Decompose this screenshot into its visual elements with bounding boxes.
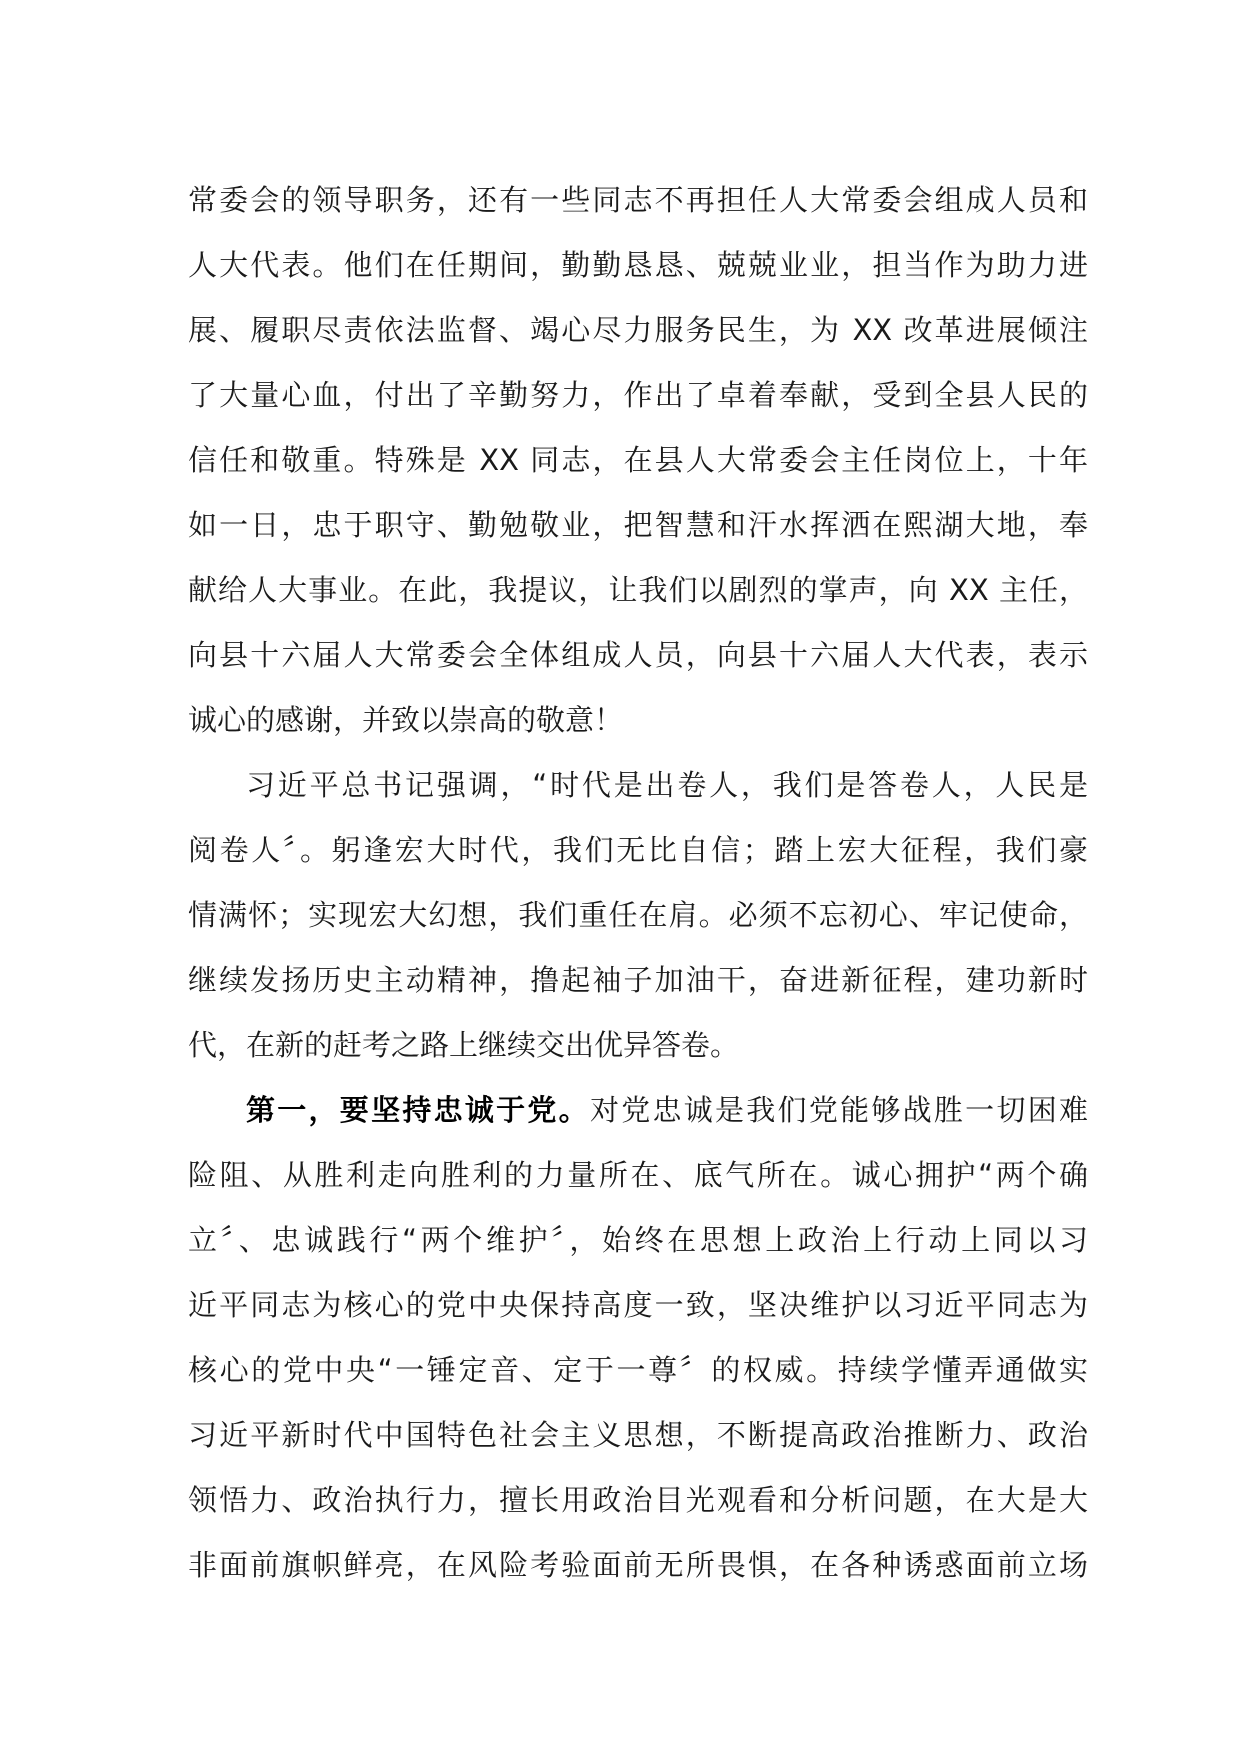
text-line: 人大代表。他们在任期间，勤勤恳恳、兢兢业业，担当作为助力进 xyxy=(188,248,1088,282)
text-line: 情满怀；实现宏大幻想，我们重任在肩。必须不忘初心、牢记使命， xyxy=(188,898,1088,932)
text-line: 领悟力、政治执行力，擅长用政治目光观看和分析问题，在大是大 xyxy=(188,1483,1088,1517)
text-line: 习近平总书记强调，“时代是出卷人，我们是答卷人，人民是 xyxy=(246,768,1088,802)
text-line: 习近平新时代中国特色社会主义思想，不断提高政治推断力、政治 xyxy=(188,1418,1088,1452)
text-line: 代，在新的赶考之路上继续交出优异答卷。 xyxy=(188,1028,740,1062)
text-line: 险阻、从胜利走向胜利的力量所在、底气所在。诚心拥护“两个确 xyxy=(188,1158,1088,1192)
paragraph-1 xyxy=(188,168,1088,753)
text-line: 诚心的感谢，并致以崇高的敬意！ xyxy=(188,703,624,737)
text-line: 立〞、忠诚践行“两个维护〞，始终在思想上政治上行动上同以习 xyxy=(188,1223,1088,1257)
text-line: 信任和敬重。特殊是 XX 同志，在县人大常委会主任岗位上，十年 xyxy=(188,443,1088,477)
text-line: 展、履职尽责依法监督、竭心尽力服务民生，为 XX 改革进展倾注 xyxy=(188,313,1088,347)
text-line: 近平同志为核心的党中央保持高度一致，坚决维护以习近平同志为 xyxy=(188,1288,1088,1322)
first-line-rest: 对党忠诚是我们党能够战胜一切困难 xyxy=(589,1093,1088,1127)
document-body xyxy=(188,168,1088,1598)
text-line: 如一日，忠于职守、勤勉敬业，把智慧和汗水挥洒在熙湖大地，奉 xyxy=(188,508,1088,542)
paragraph-3 xyxy=(188,1078,1088,1598)
section-lead: 第一，要坚持忠诚于党。 xyxy=(246,1093,590,1127)
text-line: 继续发扬历史主动精神，撸起袖子加油干，奋进新征程，建功新时 xyxy=(188,963,1088,997)
text-line: 非面前旗帜鲜亮，在风险考验面前无所畏惧，在各种诱惑面前立场 xyxy=(188,1548,1088,1582)
text-line: 了大量心血，付出了辛勤努力，作出了卓着奉献，受到全县人民的 xyxy=(188,378,1088,412)
text-line: 向县十六届人大常委会全体组成人员，向县十六届人大代表，表示 xyxy=(188,638,1088,672)
paragraph-2 xyxy=(188,753,1088,1078)
text-line: 阅卷人〞。躬逢宏大时代，我们无比自信；踏上宏大征程，我们豪 xyxy=(188,833,1088,867)
text-line: 常委会的领导职务，还有一些同志不再担任人大常委会组成人员和 xyxy=(188,183,1088,217)
text-line: 核心的党中央“一锤定音、定于一尊〞的权威。持续学懂弄通做实 xyxy=(188,1353,1088,1387)
text-line xyxy=(188,1078,1088,1143)
text-line: 献给人大事业。在此，我提议，让我们以剧烈的掌声，向 XX 主任， xyxy=(188,573,1088,607)
